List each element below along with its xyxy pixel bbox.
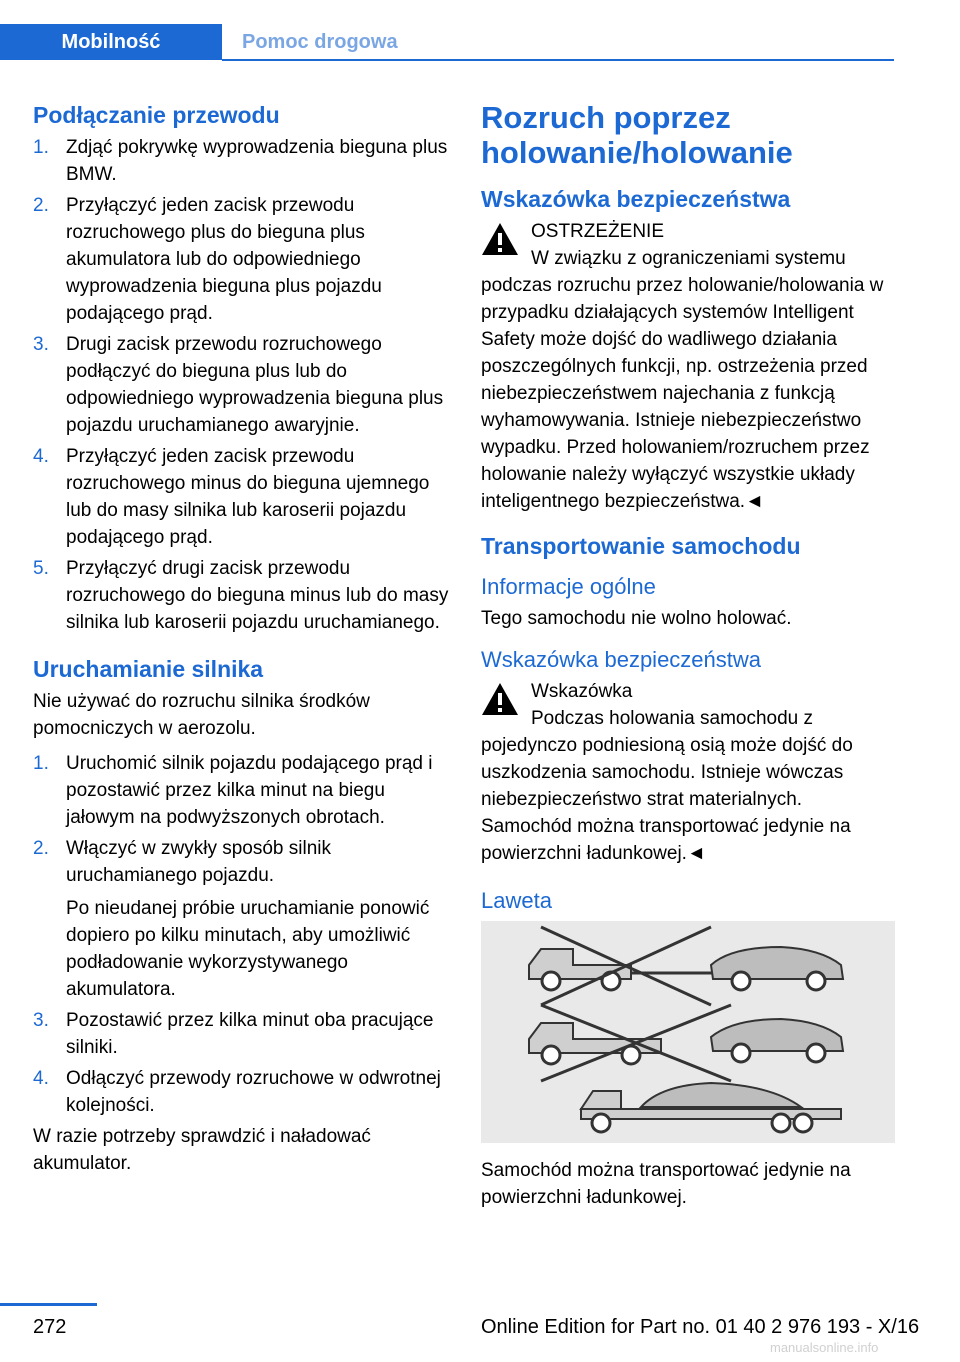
warning-triangle-icon [481,222,519,256]
footer-divider [0,1303,97,1306]
step-number: 2. [33,195,49,216]
subsection-title-laweta: Laweta [481,888,552,913]
step-text: Przyłączyć jeden zacisk przewodu rozruchowego plus do bieguna plus akumulatora lub do odpowiedniego wyprowadzenia bieguna plus pojazdu podającego prąd. [66,195,382,324]
towing-diagram-icon [481,921,895,1143]
warning-box-1 [481,218,897,515]
step-text: Włączyć w zwykły sposób silnik uruchamianego pojazdu. [66,838,331,886]
page-number: 272 [33,1316,67,1338]
warning-title: OSTRZEŻENIE [531,221,665,242]
edition-text: Online Edition for Part no. 01 40 2 976 193 - X/16 [481,1316,920,1338]
step-number: 2. [33,838,49,859]
step-number: 4. [33,446,49,467]
warning-box-2 [481,678,897,867]
list-item [33,835,453,1003]
list-item [33,331,453,439]
step-note: Po nieudanej próbie uruchamianie ponowić dopiero po kilku minutach, aby umożliwić podładowanie wykorzystywanego akumulatora. [66,898,430,1000]
list-item [33,555,453,636]
list-item [33,750,453,831]
towing-illustration [481,921,895,1143]
step-number: 3. [33,334,49,355]
step-text: Pozostawić przez kilka minut oba pracujące silniki. [66,1010,434,1058]
step-text: Zdjąć pokrywkę wyprowadzenia bieguna plus BMW. [66,137,448,185]
step-text: Przyłączyć drugi zacisk przewodu rozruchowego do bieguna minus lub do masy silnika lub karoserii pojazdu uruchamianego. [66,558,449,633]
step-text: Przyłączyć jeden zacisk przewodu rozruchowego minus do bieguna ujemnego lub do masy silnika lub karoserii pojazdu podającego prąd. [66,446,430,548]
step-number: 5. [33,558,49,579]
closing-text: W razie potrzeby sprawdzić i naładować akumulator. [33,1126,371,1174]
watermark: manualsonline.info [770,1340,879,1355]
step-text: Odłączyć przewody rozruchowe w odwrotnej kolejności. [66,1068,441,1116]
section-title-podlaczanie: Podłączanie przewodu [33,102,280,128]
header-bar [0,24,894,62]
warning-title: Wskazówka [531,681,633,702]
section-intro: Nie używać do rozruchu silnika środków pomocniczych w aerozolu. [33,691,370,739]
step-text: Drugi zacisk przewodu rozruchowego podłączyć do bieguna plus lub do odpowiedniego wyprowadzenia bieguna plus pojazdu uruchamianego awaryjnie. [66,334,444,436]
header-divider [222,59,894,61]
left-column [33,100,453,1185]
connect-steps-list [33,134,453,636]
step-number: 1. [33,753,49,774]
warning-triangle-icon [481,682,519,716]
step-number: 3. [33,1010,49,1031]
figure-caption: Samochód można transportować jedynie na powierzchni ładunkowej. [481,1160,851,1208]
start-steps-list [33,750,453,1119]
warning-text: Podczas holowania samochodu z pojedynczo podniesioną osią może dojść do uszkodzenia samochodu. Istnieje wówczas niebezpieczeństwo strat materialnych. Samochód można transportować jedynie na powierzchni ładunkowej.◄ [481,708,853,864]
warning-text: W związku z ograniczeniami systemu podczas rozruchu przez holowanie/holowania w przypadku działających systemów Intelligent Safety może dojść do wadliwego działania poszczególnych funkcji, np. ostrzeżenia przed niebezpieczeństwem najechania z funkcją wyhamowywania. Istnieje niebezpieczeństwo wypadku. Przed holowaniem/rozruchem przez holowanie należy wyłączyć wszystkie układy inteligentnego bezpieczeństwa.◄ [481,248,884,512]
list-item [33,192,453,327]
step-number: 1. [33,137,49,158]
section-title-transport: Transportowanie samochodu [481,533,801,559]
tab-pomoc-drogowa[interactable]: Pomoc drogowa [242,30,398,53]
subsection-title-general: Informacje ogólne [481,574,656,599]
section-title-uruchamianie: Uruchamianie silnika [33,656,264,682]
main-title: Rozruch poprzez holowanie/holowanie [481,100,793,170]
list-item [33,1007,453,1061]
safety-title-1: Wskazówka bezpieczeństwa [481,186,791,212]
right-column [481,100,897,1219]
list-item [33,134,453,188]
step-number: 4. [33,1068,49,1089]
step-text: Uruchomić silnik pojazdu podającego prąd i pozostawić przez kilka minut na biegu jałowym na podwyższonych obrotach. [66,753,433,828]
list-item [33,1065,453,1119]
tab-mobilnosc[interactable]: Mobilność [0,24,222,60]
list-item [33,443,453,551]
general-text: Tego samochodu nie wolno holować. [481,608,792,629]
safety-title-2: Wskazówka bezpieczeństwa [481,647,762,672]
